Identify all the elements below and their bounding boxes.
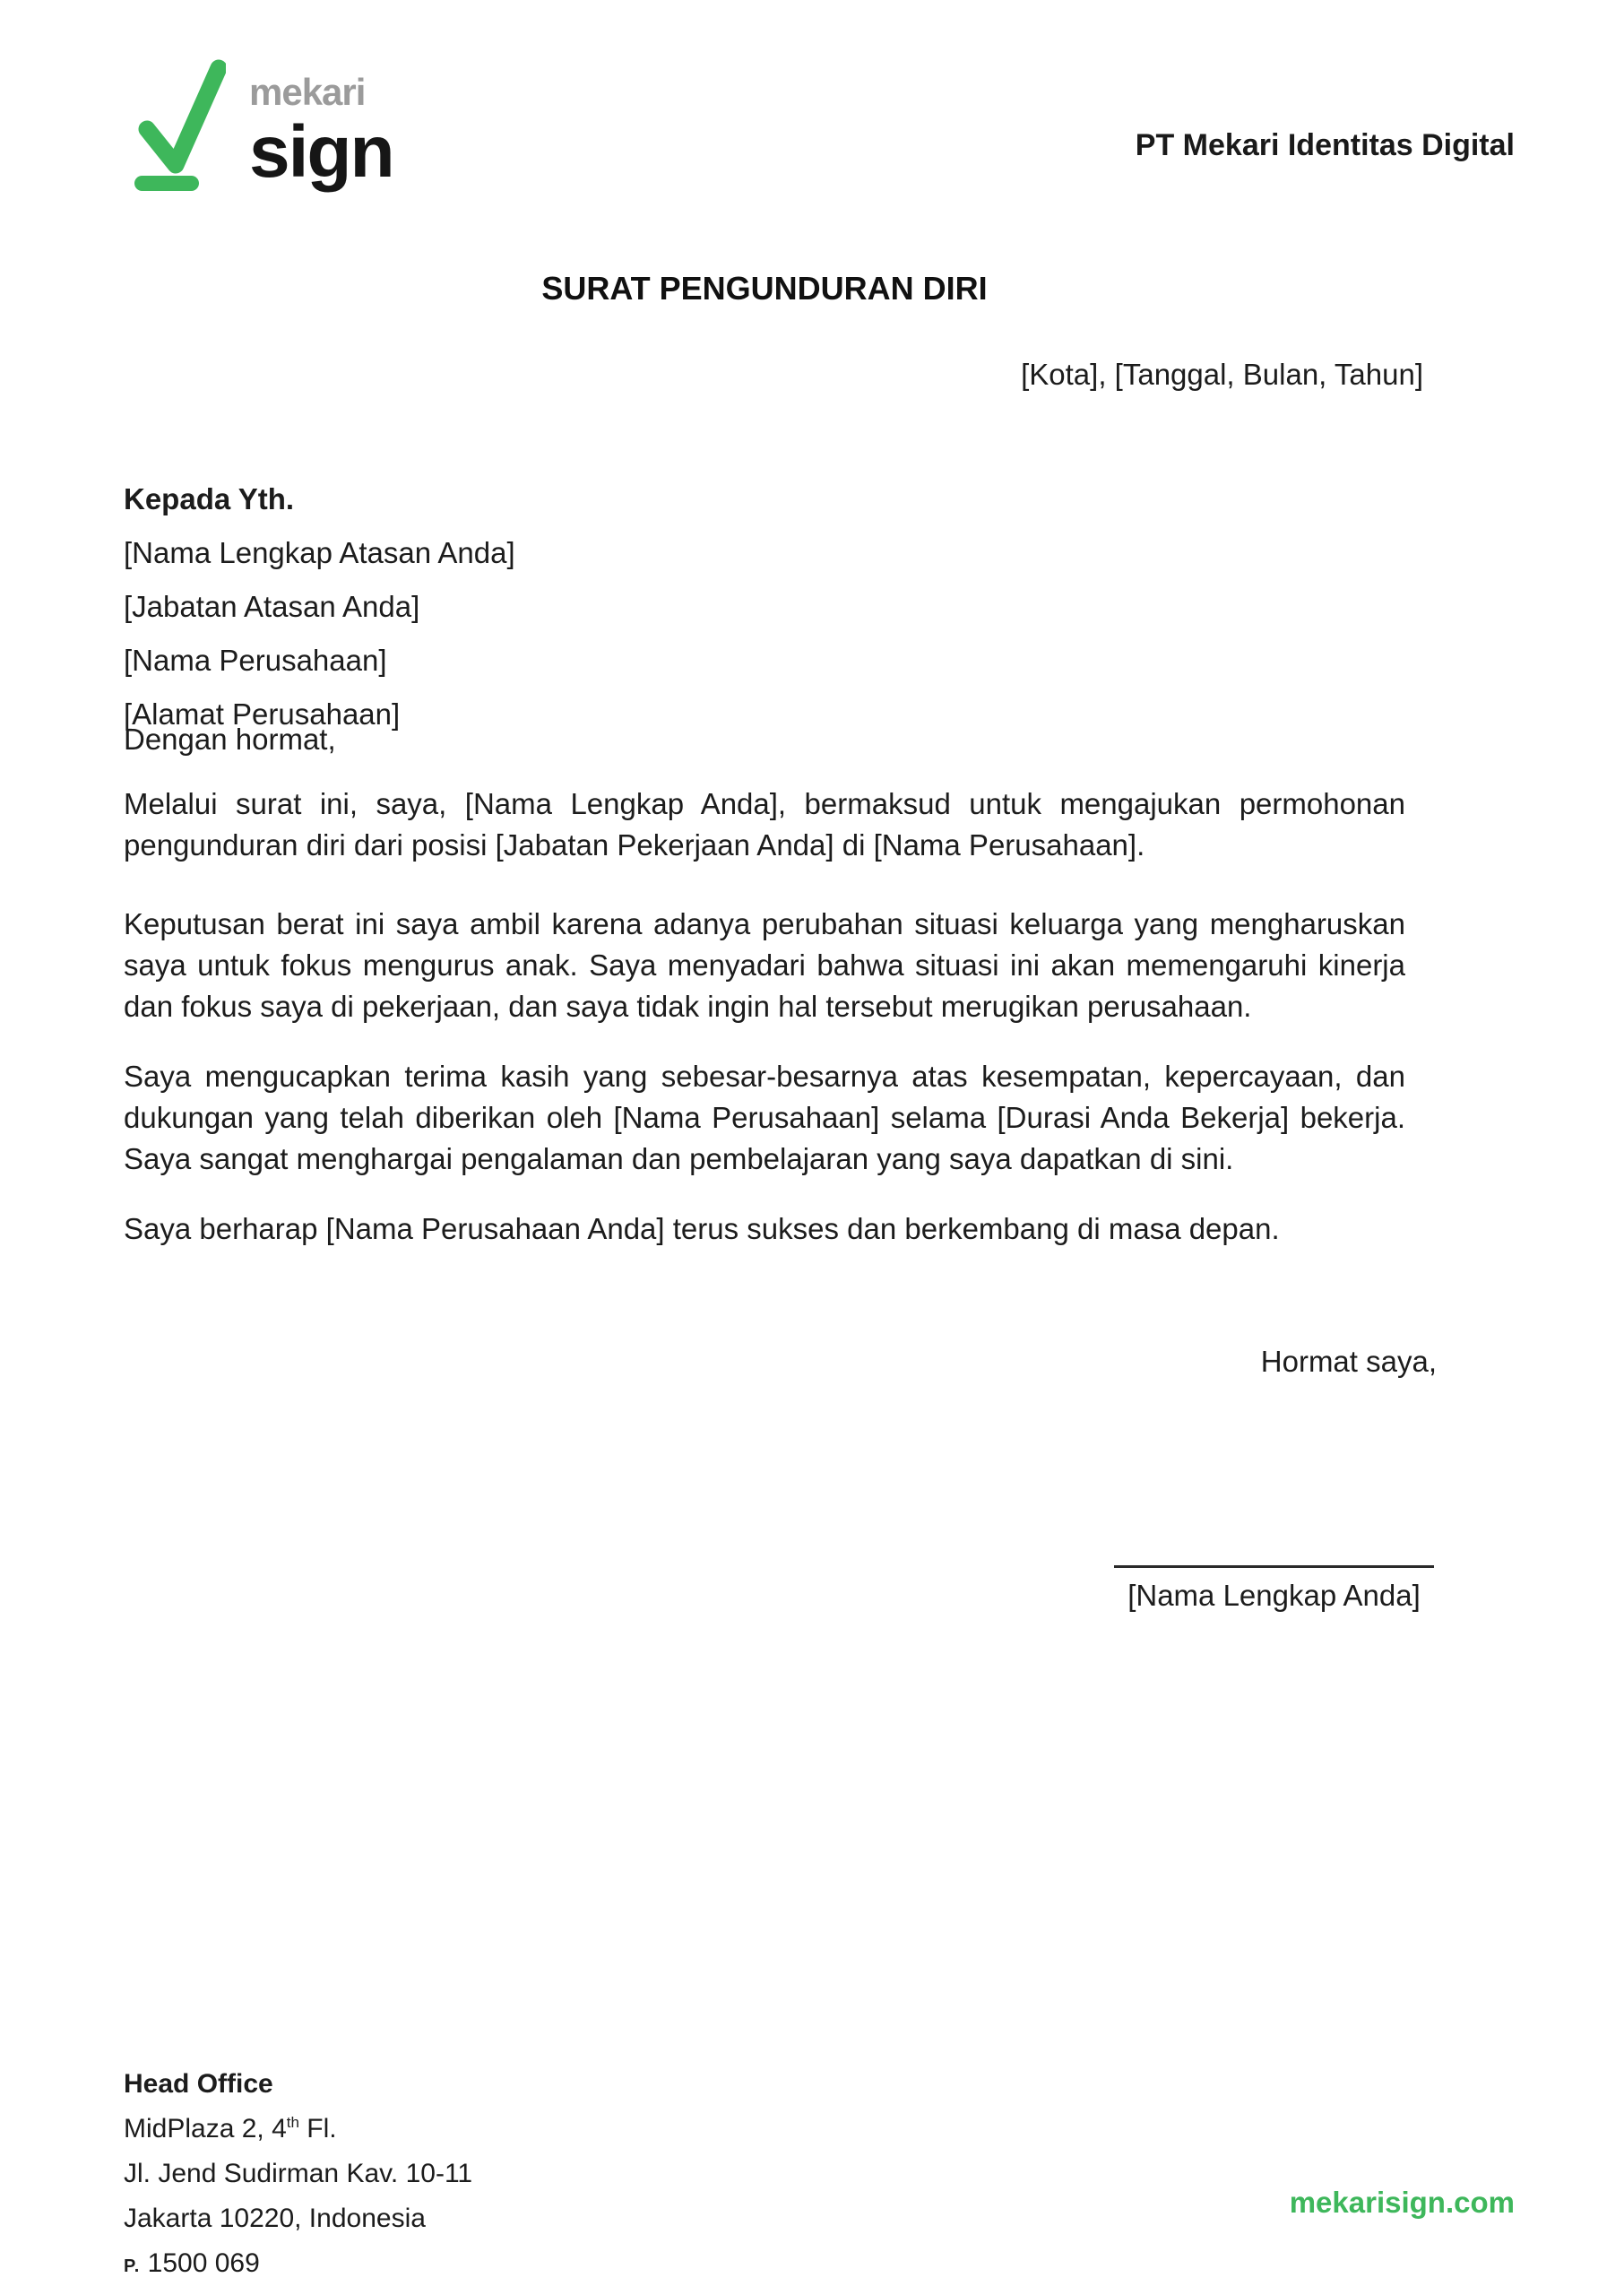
- recipient-line: [Alamat Perusahaan]: [124, 697, 401, 731]
- body-paragraph: Melalui surat ini, saya, [Nama Lengkap Anda], bermaksud untuk mengajukan permohonan pengunduran diri dari posisi [Jabatan Pekerjaan Anda] di [Nama Perusahaan].: [124, 787, 1405, 862]
- recipient-salutation: Kepada Yth.: [124, 482, 295, 515]
- footer-address-line: Jl. Jend Sudirman Kav. 10-11: [124, 2159, 473, 2188]
- recipient-line: [Nama Lengkap Atasan Anda]: [124, 536, 515, 569]
- footer-phone-line: [124, 2241, 472, 2289]
- letter-title: SURAT PENGUNDURAN DIRI: [541, 270, 988, 307]
- footer-address-block: [124, 2062, 472, 2289]
- phone-number: 1500 069: [147, 2248, 260, 2278]
- logo-text-mekari: mekari: [249, 71, 366, 113]
- body-paragraph: Saya berharap [Nama Perusahaan Anda] terus sukses dan berkembang di masa depan.: [124, 1212, 1280, 1245]
- address-line1-text: MidPlaza 2, 4: [124, 2114, 287, 2143]
- body-paragraph: Saya mengucapkan terima kasih yang sebesar-besarnya atas kesempatan, kepercayaan, dan dukungan yang telah diberikan oleh [Nama Perusahaan] selama [Durasi Anda Bekerja] bekerja. Saya sangat menghargai pengalaman dan pembelajaran yang saya dapatkan di sini.: [124, 1060, 1405, 1175]
- address-line1-suffix: Fl.: [298, 2114, 337, 2143]
- greeting: Dengan hormat,: [124, 723, 336, 756]
- mekari-sign-logo: [133, 59, 393, 194]
- closing-label: Hormat saya,: [1260, 1345, 1437, 1378]
- footer-office-title: Head Office: [124, 2069, 273, 2099]
- phone-label: P.: [124, 2256, 141, 2276]
- logo-wordmark: [249, 59, 393, 193]
- check-icon: [133, 59, 226, 194]
- signature-name-placeholder: [Nama Lengkap Anda]: [1127, 1579, 1421, 1612]
- signature-block: [1114, 1565, 1434, 1613]
- website-link[interactable]: mekarisign.com: [1289, 2186, 1515, 2219]
- footer-address-line: [124, 2107, 472, 2152]
- recipient-block: [124, 472, 515, 741]
- recipient-line: [Jabatan Atasan Anda]: [124, 590, 420, 623]
- company-name: PT Mekari Identitas Digital: [1135, 128, 1515, 162]
- footer-address-line: Jakarta 10220, Indonesia: [124, 2204, 426, 2233]
- logo-text-sign: sign: [249, 111, 393, 193]
- recipient-line: [Nama Perusahaan]: [124, 644, 387, 677]
- floor-superscript: th: [286, 2114, 299, 2131]
- date-placeholder: [Kota], [Tanggal, Bulan, Tahun]: [1021, 358, 1423, 391]
- body-paragraph: Keputusan berat ini saya ambil karena adanya perubahan situasi keluarga yang mengharuskan saya untuk fokus mengurus anak. Saya menyadari bahwa situasi ini akan memengaruhi kinerja dan fokus saya di pekerjaan, dan saya tidak ingin hal tersebut merugikan perusahaan.: [124, 907, 1405, 1023]
